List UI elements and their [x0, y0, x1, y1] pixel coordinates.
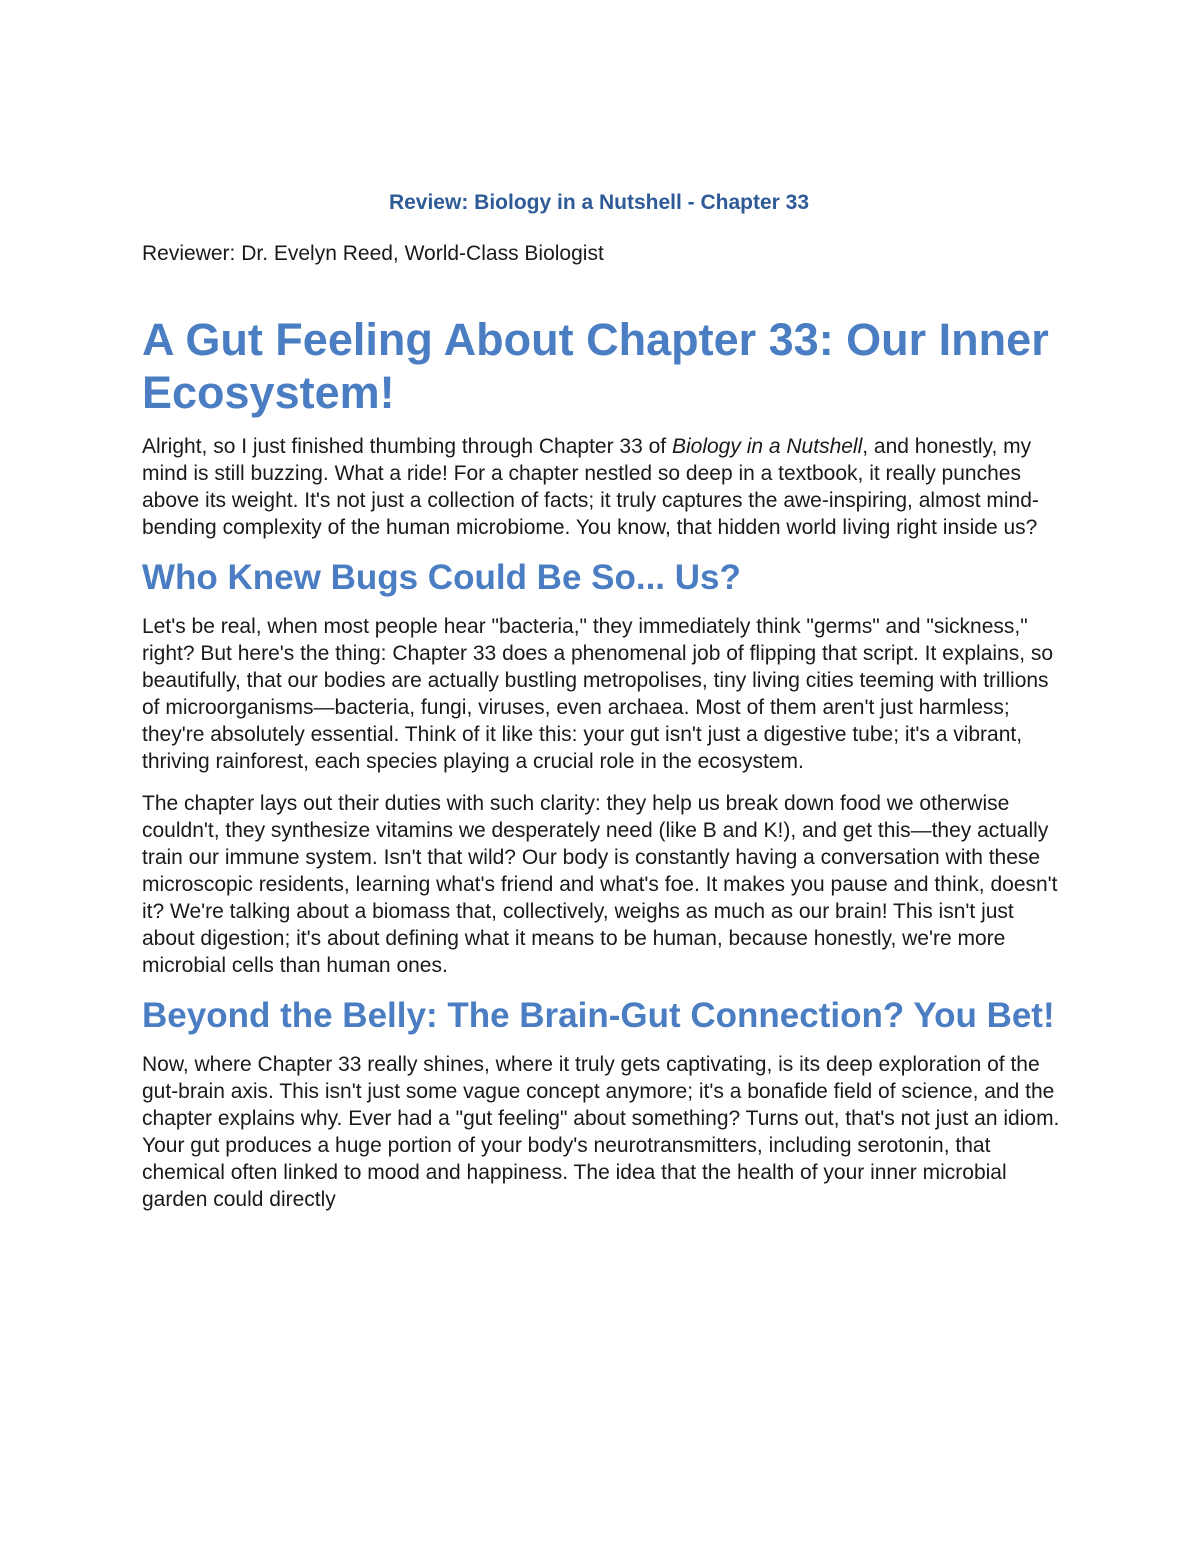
article-body: [142, 313, 1062, 1228]
book-title: Biology in a Nutshell: [671, 435, 863, 458]
bugs-paragraph-2: The chapter lays out their duties with such clarity: they help us break down food we otherwise couldn't, they synthesize vitamins we desperately need (like B and K!), and get this—they actually train our immune system. Isn't that wild? Our body is constantly having a conversation with these microscopic residents, learning what's friend and what's foe. It makes you pause and think, doesn't it? We're talking about a biomass that, collectively, weighs as much as our brain! This isn't just about digestion; it's about defining what it means to be human, because honestly, we're more microbial cells than human ones.: [142, 792, 1058, 977]
intro-text-end: , and honestly, my mind is still buzzing. What a ride! For a chapter nestled so deep in a textbook, it really punches above its weight. It's not just a collection of facts; it truly captures the awe-inspiring, almost mind-bending complexity of the human microbiome. You know, that hidden world living right inside us?: [142, 435, 1039, 539]
brain-gut-paragraph-1: Now, where Chapter 33 really shines, where it truly gets captivating, is its deep exploration of the gut-brain axis. This isn't just some vague concept anymore; it's a bonafide field of science, and the chapter explains why. Ever had a "gut feeling" about something? Turns out, that's not just an idiom. Your gut produces a huge portion of your body's neurotransmitters, including serotonin, that chemical often linked to mood and happiness. The idea that the health of your inner microbial garden could directly: [142, 1053, 1060, 1211]
bugs-paragraph-1: Let's be real, when most people hear "bacteria," they immediately think "germs" and "sickness," right? But here's the thing: Chapter 33 does a phenomenal job of flipping that script. It explains, so beautifully, that our bodies are actually bustling metropolises, tiny living cities teeming with trillions of microorganisms—bacteria, fungi, viruses, even archaea. Most of them aren't just harmless; they're absolutely essential. Think of it like this: your gut isn't just a digestive tube; it's a vibrant, thriving rainforest, each species playing a crucial role in the ecosystem.: [142, 615, 1054, 773]
section-heading-brain-gut: Beyond the Belly: The Brain-Gut Connection? You Bet!: [142, 996, 1055, 1035]
reviewer-line: Reviewer: Dr. Evelyn Reed, World-Class Biologist: [142, 242, 604, 265]
intro-text-start: Alright, so I just finished thumbing through Chapter 33 of: [142, 435, 672, 458]
review-title: Review: Biology in a Nutshell - Chapter 33: [388, 191, 810, 214]
section-heading-bugs: Who Knew Bugs Could Be So... Us?: [142, 558, 741, 597]
intro-paragraph: [142, 433, 1062, 541]
main-heading: A Gut Feeling About Chapter 33: Our Inner Ecosystem!: [142, 314, 1049, 418]
